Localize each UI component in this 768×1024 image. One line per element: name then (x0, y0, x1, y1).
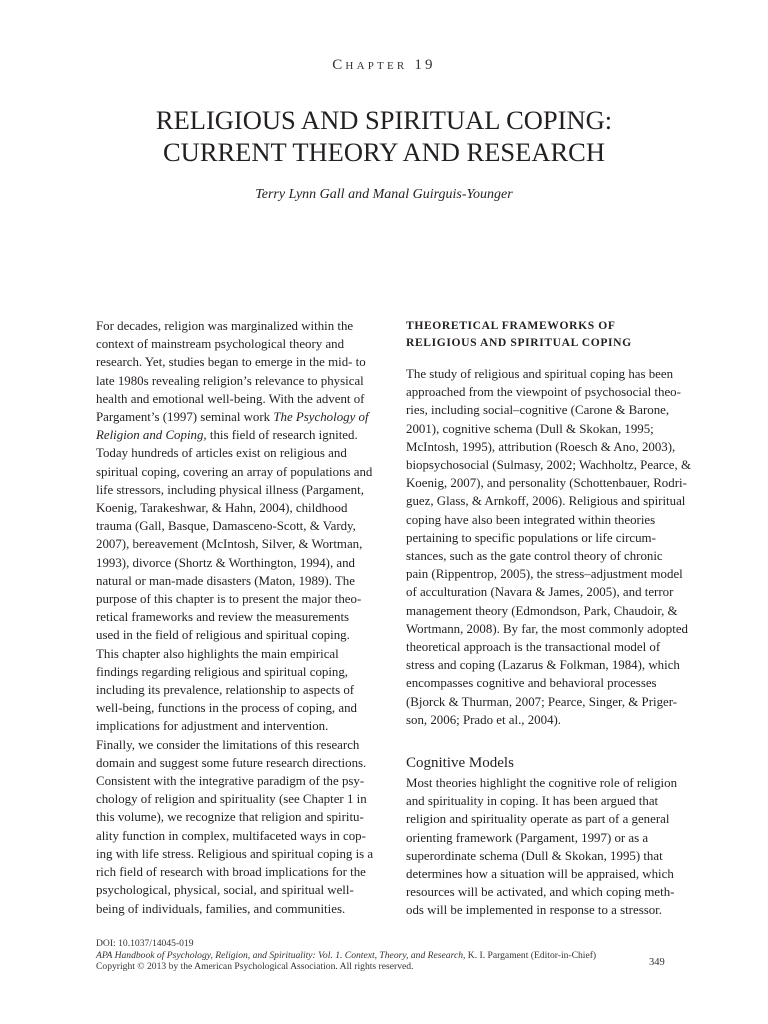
section-heading (406, 317, 692, 351)
text-line: Koenig, 2007), and personality (Schottenbauer, Rodri- (406, 476, 687, 491)
text-line: natural or man-made disasters (Maton, 1989). The (96, 573, 355, 588)
text-line: orienting framework (Pargament, 1997) or as a (406, 830, 649, 845)
chapter-title (0, 104, 768, 168)
text-line: late 1980s revealing religion’s relevance to physical (96, 373, 364, 388)
text-line: including its prevalence, relationship to aspects of (96, 683, 355, 698)
left-column (96, 317, 382, 918)
text-line: For decades, religion was marginalized within the (96, 319, 354, 333)
text-line: ods will be implemented in response to a stressor. (406, 903, 662, 918)
text-line: trauma (Gall, Basque, Damasceno-Scott, & Vardy, (96, 519, 356, 534)
citation-editor: K. I. Pargament (Editor-in-Chief) (465, 949, 597, 961)
title-line: CURRENT THEORY AND RESEARCH (163, 137, 605, 167)
text-line: psychological, physical, social, and spiritual well- (96, 883, 354, 898)
text-line: stances, such as the gate control theory of chronic (406, 549, 663, 564)
text-line: 1993), divorce (Shortz & Worthington, 1994), and (96, 555, 356, 570)
section-heading-line: THEORETICAL FRAMEWORKS OF (406, 319, 616, 332)
text-line: Consistent with the integrative paradigm of the psy- (96, 774, 365, 789)
text-line: pertaining to specific populations or life circum- (406, 530, 656, 545)
text-line: Most theories highlight the cognitive role of religion (406, 776, 678, 791)
right-column (406, 317, 692, 920)
text-line: guez, Glass, & Arnkoff, 2006). Religious and spiritual (406, 494, 686, 509)
text-line: domain and suggest some future research directions. (96, 755, 367, 770)
text-line: son, 2006; Prado et al., 2004). (406, 712, 562, 727)
text-line: context of mainstream psychological theory and (96, 337, 345, 352)
text-line: life stressors, including physical illness (Pargament, (96, 482, 364, 497)
text-line: research. Yet, studies began to emerge in the mid- to (96, 355, 366, 370)
text-line: theoretical approach is the transactional model of (406, 640, 661, 655)
text-line: determines how a situation will be appraised, which (406, 867, 674, 882)
text-line: implications for adjustment and intervention. (96, 719, 329, 734)
text-line: health and emotional well-being. With the advent of (96, 391, 365, 406)
text-line: Wortmann, 2008). By far, the most commonly adopted (406, 621, 688, 636)
subsection-body (406, 774, 692, 920)
authors: Terry Lynn Gall and Manal Guirguis-Younger (255, 187, 513, 202)
text-line: management theory (Edmondson, Park, Chaudoir, & (406, 603, 678, 618)
text-line: retical frameworks and review the measurements (96, 610, 350, 625)
text-line: McIntosh, 1995), attribution (Roesch & Ano, 2003), (406, 439, 676, 454)
citation-book-title: APA Handbook of Psychology, Religion, and Spirituality: Vol. 1. Context, Theory, and Research, (96, 949, 466, 961)
title-line: RELIGIOUS AND SPIRITUAL COPING: (155, 105, 613, 135)
text-line: 2007), bereavement (McIntosh, Silver, & Wortman, (96, 537, 363, 552)
text-line: resources will be activated, and which coping meth- (406, 885, 675, 900)
text-line: Pargament’s (1997) seminal work The Psychology of (96, 410, 369, 425)
section-heading-line: RELIGIOUS AND SPIRITUAL COPING (406, 336, 632, 349)
text-line: ing with life stress. Religious and spiritual coping is a (96, 846, 374, 861)
text-line: well-being, functions in the process of coping, and (96, 701, 357, 716)
subsection-heading: Cognitive Models (406, 755, 514, 772)
text-line: Religion and Coping, this field of research ignited. (96, 428, 358, 443)
text-line: stress and coping (Lazarus & Folkman, 1984), which (406, 658, 680, 673)
text-line: (Bjorck & Thurman, 2007; Pearce, Singer, & Priger- (406, 694, 678, 709)
citation (96, 950, 656, 962)
text-line: superordinate schema (Dull & Skokan, 1995) that (406, 848, 663, 863)
text-line: rich field of research with broad implications for the (96, 865, 366, 880)
text-line: used in the field of religious and spiritual coping. (96, 628, 350, 643)
text-line: of acculturation (Navara & James, 2005), and terror (406, 585, 674, 600)
text-line: Finally, we consider the limitations of this research (96, 737, 360, 752)
text-line: pain (Rippentrop, 2005), the stress–adjustment model (406, 567, 683, 582)
text-line: 2001), cognitive schema (Dull & Skokan, 1995; (406, 421, 654, 436)
text-line: findings regarding religious and spiritual coping, (96, 664, 349, 679)
page-number: 349 (649, 957, 665, 968)
text-line: The study of religious and spiritual coping has been (406, 367, 674, 381)
text-line: encompasses cognitive and behavioral processes (406, 676, 657, 691)
chapter-label: Chapter 19 (332, 57, 436, 73)
section-body (406, 365, 692, 729)
text-line: this volume), we recognize that religion and spiritu- (96, 810, 364, 825)
text-line: being of individuals, families, and communities. (96, 901, 346, 916)
text-line: ality function in complex, multifaceted ways in cop- (96, 828, 366, 843)
text-line: religion and spirituality operate as part of a general (406, 812, 670, 827)
text-line: purpose of this chapter is to present the major theo- (96, 592, 362, 607)
text-line: biopsychosocial (Sulmasy, 2002; Wachholtz, Pearce, & (406, 458, 692, 473)
text-line: This chapter also highlights the main empirical (96, 646, 339, 661)
text-line: ries, including social–cognitive (Carone & Barone, (406, 403, 670, 418)
text-line: spiritual coping, covering an array of populations and (96, 464, 373, 479)
doi: DOI: 10.1037/14045-019 (96, 938, 194, 949)
footer (96, 938, 656, 973)
copyright: Copyright © 2013 by the American Psychological Association. All rights reserved. (96, 961, 414, 973)
text-line: approached from the viewpoint of psychosocial theo- (406, 385, 681, 400)
text-line: coping have also been integrated within theories (406, 512, 656, 527)
text-line: Today hundreds of articles exist on religious and (96, 446, 347, 461)
text-line: Koenig, Tarakeshwar, & Hahn, 2004), childhood (96, 501, 348, 516)
text-line: and spirituality in coping. It has been argued that (406, 794, 659, 809)
text-line: chology of religion and spirituality (see Chapter 1 in (96, 792, 367, 807)
